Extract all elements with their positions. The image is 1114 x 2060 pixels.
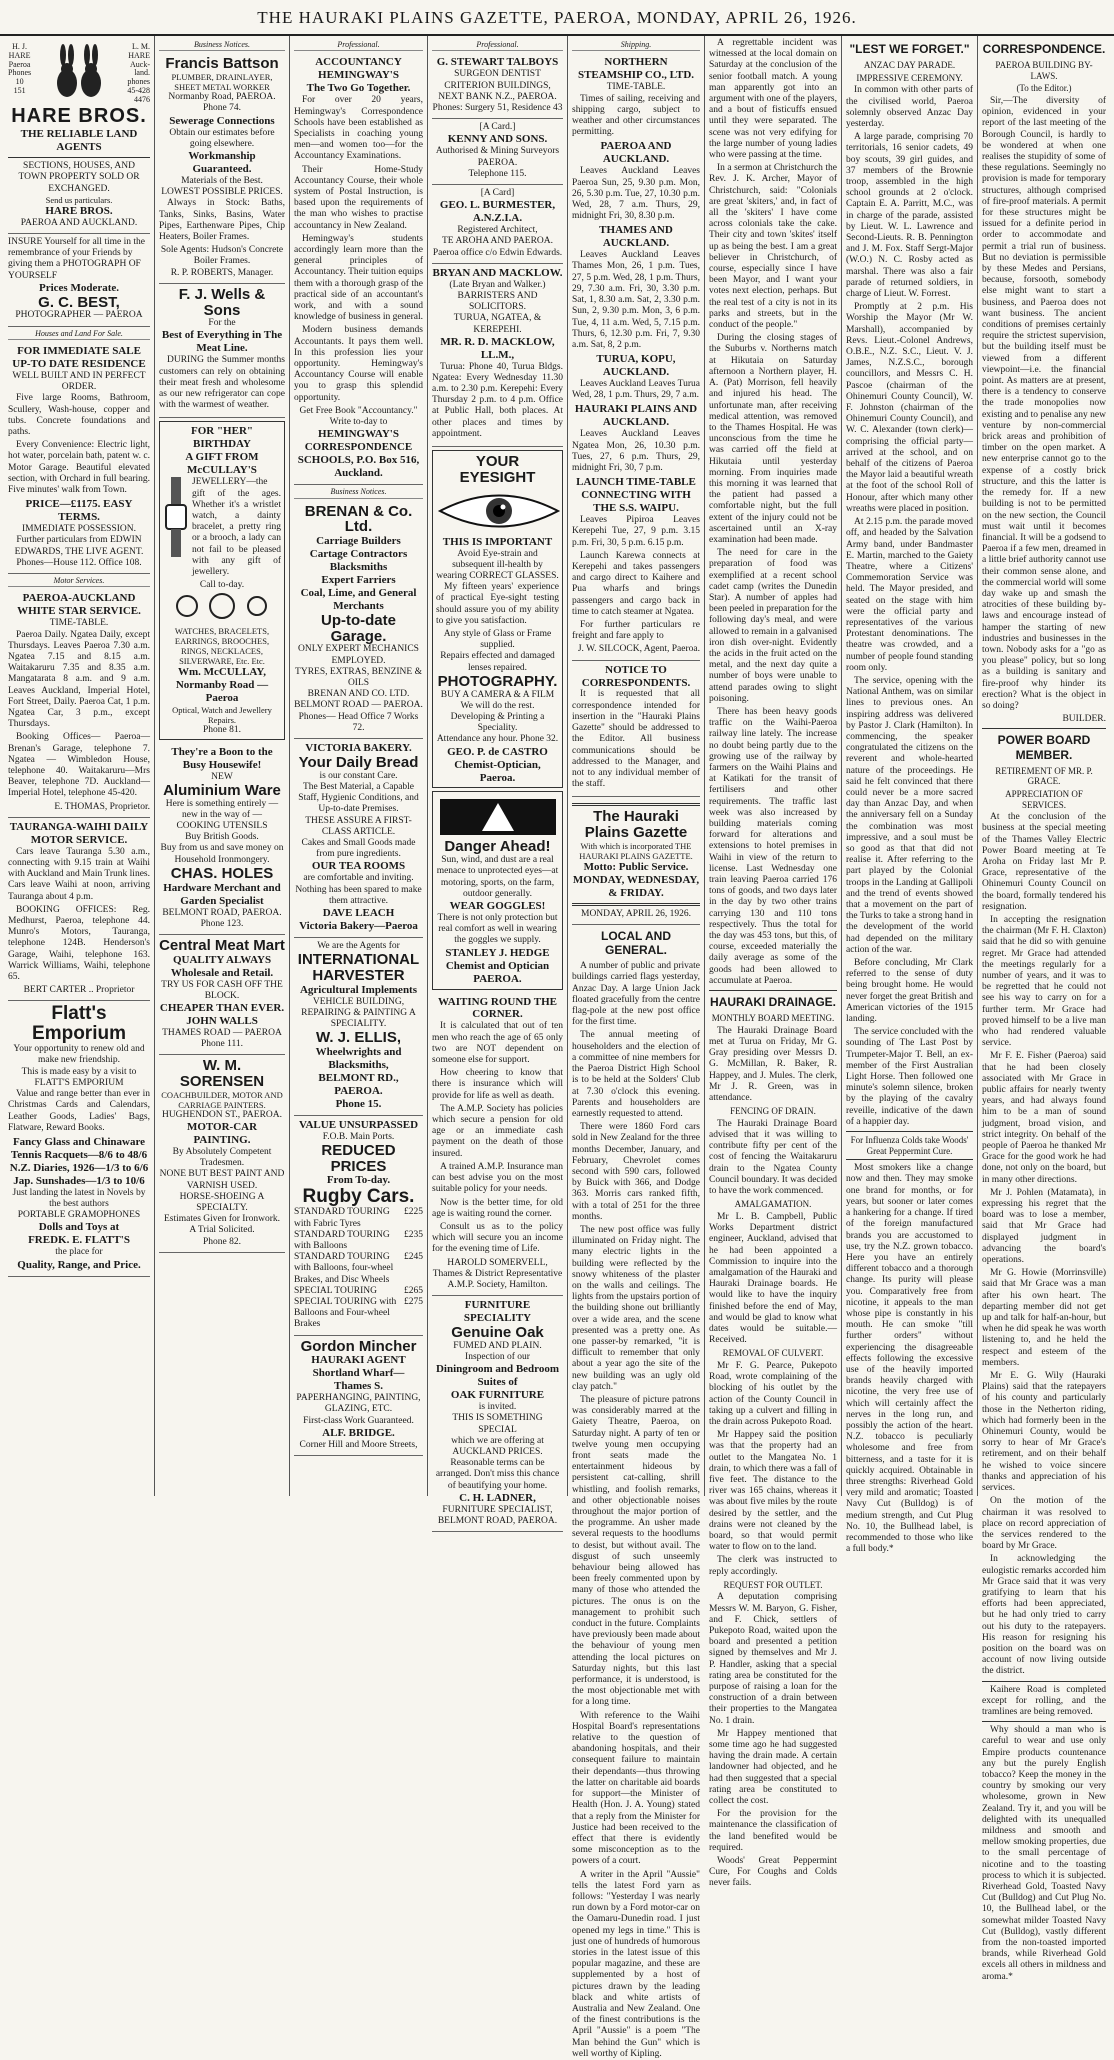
hare-logo-text: HARE BROS. [11,104,147,127]
eye-icon [436,488,562,534]
white-star-service-ad: PAEROA-AUCKLAND WHITE STAR SERVICE. TIME-TABLE. Paeroa Daily. Ngatea Daily, except Thursdays. Leaves Paeroa 7.30 a.m. Ngatea 7.15 and 8.15 a.m. Waitakaruru 7.35 and 8.35 a.m. Mangatarata 8 a.m. and 9 a.m. Leaves Auckland, Imperial Hotel, Fort Street, Daily. Paeroa Cat, 1 p.m. Ngatea Car, 3 p.m., except Thursdays. Booking Offices— Paeroa—Brenan's Garage, telephone 7. Ngatea — Wimbledon House, telephone 40. Waitakaruru—Mrs Beaver, telephone 7D. Auckland—Imperial Hotel, telephone 45-420. E. THOMAS, Proprietor. [8,589,150,817]
letter-signature: BUILDER. [1062,714,1106,725]
hare-left-contacts: H. J. HARE Paeroa Phones 10 151 [8,42,32,95]
anzac-article-body: In common with other parts of the civilised world, Paeroa solemnly observed Anzac Day yesterday. A large parade, comprising 70 territorials, 16 senior cadets, 49 boy scouts, 39 girl guides, and 37 members of the Brownie troop, assembled in the high school grounds at 2 o'clock. Captain E. A. Parritt, M.C., was in charge of the parade, assisted by Lieut. W. L. Lawrence and Second-Lieuts. R. B. Pennington and J. M. Fox. Staff Sergt-Major (W.O.) N. C. Rosby acted as marshal. There was also a fair parade of returned soldiers, in charge of Lieut. W. Forrest. Promptly at 2 p.m. His Worship the Mayor (Mr W. Marshall), accompanied by Revs. Lieut.-Colonel Andrews, O.B.E., N.Z. S.C., Lieut. V. J. James, N.Z.S.C., borough councillors, and Messrs C. H. Pascoe (chairman of the Ohinemuri County Council), W. F. Johnston (chairman of the Ohinemuri County Council), and W. C. Alexander (town clerk)—comprising the official party—arrived at the school, and on behalf of the citizens of Paeroa the Mayor laid a beautiful wreath at the foot of the school Roll of Honour, after which many other wreaths were placed in position. At 2.15 p.m. the parade moved off, and headed by the Salvation Army band, under Bandmaster E. Martin, marched to the Gaiety Theatre, where a Citizens' Commemoration Service was held. The Mayor presided, and seated on the stage with him were the official party and representatives of the various Protestant denominations. The theatre was crowded, and a number of people found standing room only. The service, opening with the National Anthem, was on similar lines to previous ones. An inspiring address was delivered by Pastor J. Clark (Hamilton). In commencing, the speaker congratulated the citizens on the reverent and whole-hearted nature of the proceedings. He said he felt convinced that there could never be a more sacred day than Anzac Day, and when the anniversary fell on a Sunday the combination was most impressive, and a soul must be so good as that that did not realise it. After referring to the part played by the Colonial troops in the Landing at Gallipoli and the trend of events showed that a movement on the part of the Turks to take a strong hand in the development of the world had depended on the military action of the war. Before concluding, Mr Clark referred to the sense of duty being brought home. He would never forget the great British and American victories of the 1915 landing. The service concluded with the sounding of The Last Post by Trumpeter-Major T. Bell, an ex-member of the First Australian Light Horse. Then followed one minute's solemn silence, broken by the playing of the cavalry reveille, indicative of the dawn of a happier day. [846,85,973,1127]
hare-right-contacts: L. M. HARE Auck- land. phones 45-428 4476 [127,42,150,104]
danger-sign-icon [438,797,558,837]
hauraki-drainage-heading: HAURAKI DRAINAGE. [710,995,836,1010]
hedge-goggles-ad: Danger Ahead! Sun, wind, and dust are a real menace to unprotected eyes—at motoring, sports, on the farm, outdoor generally. WEAR GOGGLES! There is not only protection but real comfort as well in wearing the goggles we supply. STANLEY J. HEDGE Chemist and Optician PAEROA. [432,791,563,989]
section-professional: Professional. [294,40,423,51]
price-row: STANDARD TOURING with Balloons, four-wheel Brakes, and Disc Wheels £245 [294,1252,423,1285]
wristwatch-icon [163,477,189,557]
hare-tagline: THE RELIABLE LAND AGENTS [20,128,138,154]
ceremony-subheading: IMPRESSIVE CEREMONY. [856,72,963,83]
ladner-furniture-ad: FURNITURE SPECIALITY Genuine Oak FUMED AND PLAIN. Inspection of our Diningroom and Bedroom Suites of OAK FURNITURE is invited. THIS IS SOMETHING SPECIAL which we are offering at AUCKLAND PRICES. Reasonable terms can be arranged. Don't miss this chance of beautifying your home. C. H. LADNER, FURNITURE SPECIALIST, BELMONT ROAD, PAEROA. [432,1296,563,1532]
lest-we-forget-heading: "LEST WE FORGET." [849,42,970,56]
rugby-cars-ad: VALUE UNSURPASSED F.O.B. Main Ports. REDUCED PRICES From To-day. Rugby Cars. STANDARD TOURING with Fabric Tyres £225 STANDARD TOURING with Balloons £235 STANDARD TOURING with Balloons, four-wheel Brakes, and Disc Wheels £245 SPECIAL TOURING £265 SPECIAL TOURING with Balloons and Four-wheel Brakes £275 [294,1116,423,1336]
column-4 [428,36,568,1526]
building-bylaws-subheading: PAEROA BUILDING BY-LAWS. [995,60,1093,81]
flatts-emporium-ad: Flatt's Emporium Your opportunity to renew old and make new friendship. This is made easy by a visit to FLATT'S EMPORIUM Value and range better than ever in Christmas Cards and Calendars, Leather Goods, Ladies' Bags, Flatware, Reward Books. Fancy Glass and Chinaware Tennis Racquets—8/6 to 48/6 N.Z. Diaries, 1926—1/3 to 6/6 Jap. Sunshades—1/3 to 10/6 Just landing the latest in Novels by the best authors PORTABLE GRAMOPHONES Dolls and Toys at FREDK. E. FLATT'S the place for Quality, Range, and Price. [8,1001,150,1276]
wells-butcher-ad: F. J. Wells & Sons For the Best of Everything in The Meat Line. DURING the Summer months customers can rely on obtaining their meat fresh and wholesome as our new refrigerator can cope with the warmest of weather. [159,284,285,419]
northern-steamship-timetable: NORTHERN STEAMSHIP CO., LTD. TIME-TABLE. Times of sailing, receiving and shipping cargo, subject to weather and other circumstances permitting. PAEROA AND AUCKLAND. Leaves Auckland Leaves Paeroa Sun, 25, 9.30 p.m. Mon, 26, 5.30 p.m. Tue, 27, 10.30 p.m. Wed, 28, 7 a.m. Thurs, 29, midnight Fri, 30, 8.30 p.m. THAMES AND AUCKLAND. Leaves Auckland Leaves Thames Mon, 26, 1 p.m. Tues, 27, 5 p.m. Wed, 28, 1 p.m. Thurs, 29, 7.30 a.m. Fri, 30, 3.30 p.m. Sat, 1, 8.30 a.m. Sat, 2, 3.30 p.m. Sun, 2, 9.30 p.m. Mon, 3, 6 p.m. Tue, 4, 11 a.m. Wed, 5, 7.15 p.m. Thurs, 6, 12.30 p.m. Fri, 7, 9.30 a.m. Sat, 8, 2 p.m. TURUA, KOPU, AUCKLAND. Leaves Auckland Leaves Turua Wed, 28, 1 p.m. Thurs, 29, 7 a.m. HAURAKI PLAINS AND AUCKLAND. Leaves Auckland Leaves Ngatea Mon, 26, 10.30 p.m. Tues, 27, 6 p.m. Thurs, 29, midnight Fri, 30, 7 p.m. LAUNCH TIME-TABLE CONNECTING WITH THE S.S. WAIPU. Leaves Pipiroa Leaves Kerepehi Tue, 27, 9 p.m. 3.15 p.m. Fri, 30, 5 p.m. 6.15 p.m. Launch Karewa connects at Kerepehi and takes passengers and cargo direct to Kaihere and Pua wharfs and brings passengers and cargo back in time to catch steamer at Ngatea. For further particulars re freight and fare apply to J. W. SILCOCK, Agent, Paeroa. [572,53,700,660]
section-professional-2: Professional. [432,40,563,51]
best-photographer-ad: INSURE Yourself for all time in the remembrance of your Friends by giving them a PHOTOGRAPH OF YOURSELF Prices Moderate. G. C. BEST, PHOTOGRAPHER — PAEROA [8,234,150,327]
kenny-surveyors-ad: [A Card.] KENNY AND SONS. Authorised & Mining Surveyors PAEROA. Telephone 115. [432,119,563,185]
bryan-macklow-ad: BRYAN AND MACKLOW. (Late Bryan and Walker.) BARRISTERS AND SOLICITORS. TURUA, NGATEA, & KEREPEHI. MR. R. D. MACKLOW, LL.M., Turua: Phone 40, Turua Bldgs. Ngatea: Every Wednesday 11.30 a.m. to 2.30 p.m. Kerepehi: Every Thursday 2 p.m. to 4 p.m. Office at Public Hall, both places. At other places and times by appointment. [432,264,563,447]
newspaper-page [4,36,1110,2059]
column-7: "LEST WE FORGET." ANZAC DAY PARADE. IMPRESSIVE CEREMONY. In common with other parts of the civilised world, Paeroa solemnly observed Anzac Day yesterday. A large parade, comprising 70 territorials, 16 senior cadets, 49 boy scouts, 39 girl guides, and 37 members of the Brownie troop, assembled in the high school grounds at 2 o'clock. Captain E. A. Parritt, M.C., was in charge of the parade, assisted by Lieut. W. L. Lawrence and Second-Lieuts. R. B. Pennington and J. M. Fox. Staff Sergt-Major (W.O.) N. C. Rosby acted as marshal. There was also a fair parade of returned soldiers, in charge of Lieut. W. Forrest. Promptly at 2 p.m. His Worship the Mayor (Mr W. Marshall), accompanied by Revs. Lieut.-Colonel Andrews, O.B.E., N.Z. S.C., Lieut. V. J. James, N.Z.S.C., borough councillors, and Messrs C. H. Pascoe (chairman of the Ohinemuri County Council), W. F. Johnston (chairman of the Ohinemuri County Council), and W. C. Alexander (town clerk)—comprising the official party—arrived at the school, and on behalf of the citizens of Paeroa the Mayor laid a beautiful wreath at the foot of the school Roll of Honour, after which many other wreaths were placed in position. At 2.15 p.m. the parade moved off, and headed by the Salvation Army band, under Bandmaster E. Martin, marched to the Gaiety Theatre, where a Citizens' Commemoration Service was held. The Mayor presided, and seated on the stage with him were the official party and representatives of the various Protestant denominations. The theatre was crowded, and a number of people found standing room only. The service, opening with the National Anthem, was on similar lines to previous ones. An inspiring address was delivered by Pastor J. Clark (Hamilton). In commencing, the speaker congratulated the citizens on the reverent and whole-hearted nature of the proceedings. He said he felt convinced that there could never be a more sacred day than Anzac Day, and when the anniversary fell on a Sunday the combination was most impressive, and a soul must be so good as that that did not realise it. After referring to the part played by the Colonial troops in the Landing at Gallipoli and the trend of events showed that a movement on the part of the Turks to take a strong hand in the development of the world had depended on the military action of the war. Before concluding, Mr Clark referred to the sense of duty being brought home. He would never forget the great British and American victories of the 1915 landing. The service concluded with the sounding of The Last Post by Trumpeter-Major T. Bell, an ex-member of the First Australian Light Horse. Then followed one minute's solemn silence, broken by the playing of the cavalry reveille, indicative of the dawn of a happier day. For Influenza Colds take Woods' Great Peppermint Cure. Most smokers like a change now and then. They may smoke one brand for months, or for years, but sooner or later comes a hankering for a change. If tired of the foreign manufactured brands you are accustomed to use, try the N.Z. grown tobacco. Here you have an entirely different tobacco and a thorough change. Its purity will please you. Comparatively free from nicotine, it appeals to the man whose pipe is constantly in his mouth. He can smoke "till further orders" without experiencing the disagreeable effects following the excessive use of the heavily imported brands heavily charged with nicotine, the very free use of which will certainly affect the nerves in the long run, and possibly the action of the heart. N.Z. tobacco is peculiarly wholesome and free from bitterness, and a taste for it is quickly acquired. Obtainable in three strengths: Riverhead Gold very mild and aromatic; Toasted Navy Cut (Bulldog) is of medium strength, and Cut Plug No. 10, the Bullhead label, is recommended to those who like a full body.* [842,36,978,1496]
gazette-masthead-block: The Hauraki Plains Gazette With which is incorporated THE HAURAKI PLAINS GAZETTE. Motto: Public Service. MONDAY, WEDNESDAY, & FRIDAY. MONDAY, APRIL 26, 1926. [572,797,700,925]
price-row: SPECIAL TOURING with Balloons and Four-wheel Brakes £275 [294,1296,423,1330]
notice-to-correspondents: NOTICE TO CORRESPONDENTS. It is requested that all correspondence intended for insertion in the "Hauraki Plains Gazette" should be addressed to the Editor. All business communications should be addressed to the Manager, and not to any individual member of the staff. [572,661,700,798]
section-shipping: Shipping. [572,40,700,51]
correspondence-heading: CORRESPONDENCE. [982,42,1106,56]
tauranga-waihi-service-ad: TAURANGA-WAIHI DAILY MOTOR SERVICE. Cars leave Tauranga 5.30 a.m., connecting with 9.15 train at Waihi with Auckland and Main Trunk lines. Cars leave Waihi at noon, arriving Tauranga about 4 p.m. BOOKING OFFICES: Reg. Medhurst, Paeroa, telephone 44. Munro's Motors, Tauranga, telephone 124B. Henderson's Garage, Waihi, telephone 163. Warrick Williams, Waihi, telephone 65. BERT CARTER .. Proprietor [8,818,150,1002]
de-castro-eyesight-ad: YOUR EYESIGHT THIS IS IMPORTANT Avoid Eye-strain and subsequent ill-health by wearing CORRECT GLASSES. My fifteen years' experience of practical Eye-sight testing should assure you of my ability to give you satisfaction. Any style of Glass or Frame supplied. Repairs effected and damaged lenses repaired. PHOTOGRAPHY. BUY A CAMERA & A FILM We will do the rest. Developing & Printing a Speciality. Attendance any hour. Phone 32. GEO. P. de CASTRO Chemist-Optician, Paeroa. [432,450,563,788]
column-6: A regrettable incident was witnessed at the local domain on Saturday at the conclusion of the senior football match. A young man apparently got into an argument with one of the players, and a bout of fisticuffs ensued until they were separated. The scene was not very edifying for the large number of young ladies who were passing at the time. In a sermon at Christchurch the Rev. J. K. Archer, Mayor of Christchurch, said: "Colonials are great 'skiters,' and, in fact of all the 'skiters' I have come across colonials take the cake. Their city and town 'skites' itself up as being the best. I am a great believer in Christchurch, of course, especially since I have been Mayor, and I want your votes next election, perhaps. But the real test of a city is not in its parks and streets, but in the conduct of the people." During the closing stages of the Suburbs v. Northerns match at Hikutaia on Saturday afternoon a Northern player, H. A. (Pat) Morrison, fell heavily and injured his head. The unfortunate man, after receiving medical attention, was removed to the Thames Hospital. He was unconscious from the time he was carried off the field at Hikutaia until yesterday morning. From inquiries made this morning it was learned that the patient had passed a comfortable night, but the full extent of the injury could not be ascertained until an X-ray examination had been made. The need for care in the preparation of food was exemplified at a recent school cadet camp (writes the Dunedin Star). A number of apples had been peeled in preparation for the following day's meal, and were allowed to remain in a galvanised iron dish over-night. Evidently the acids in the fruit acted on the metal, and the next day quite a number of boys were unable to attend parades owing to slight poisoning. There has been heavy goods traffic on the Waihi-Paeroa railway line lately. The increase no doubt being partly due to the growing use of the railway by farmers on the Waihi Plains and at Katikati for the transit of fertilisers and other requirements. The traffic last week was also increased by building materials coming forward for alterations and extensions to hotel premises in Waihi in view of the return to license. Last Wednesday one train leaving Paeroa carried 176 tons of goods, and two days later in the day by two other trains carrying 130 and 110 tons respectively. Thus the total for the day was 453 tons, but this, of course, exceeded materially the daily average as some of the goods had been allowed to accumulate at Paeroa. HAURAKI DRAINAGE. MONTHLY BOARD MEETING. The Hauraki Drainage Board met at Turua on Friday, Mr G. Gray presiding over Messrs D. G. McMillan, R. Baker, R. Happey, and J. Mules. The clerk, Mr J. R. Green, was in attendance. FENCING OF DRAIN. The Hauraki Drainage Board advised that it was willing to contribute fifty per cent of the cost of fencing the Waitakaruru drain to the Ngatea County Council boundary. It was decided to have the work commenced. AMALGAMATION. Mr L. B. Campbell, Public Works Department district engineer, Auckland, advised that he had been appointed a Commission to inquire into the amalgamation of the Hauraki and Hauraki Drainage boards. He would like to have the inquiry finished before the end of May, and would be glad to know what dates would be suitable.—Received. REMOVAL OF CULVERT. Mr F. G. Pearce, Pukepoto Road, wrote complaining of the blocking of his outlet by the action of the County Council in taking up a culvert and filling in the drain across Pukepoto Road. Mr Happey said the position was that the property had an outlet to the Mangatea No. 1 drain, to which there was a fall of five feet. The distance to the river was 165 chains, whereas it was about five miles by the route desired by the settler, and the drains were not cleaned by the board, so that would permit water to flow on to the land. The clerk was instructed to reply accordingly. REQUEST FOR OUTLET. A deputation comprising Messrs W. M. Baryon, G. Fisher, and F. Chick, settlers of Pukepoto Road, waited upon the board and presented a petition signed by themselves and Mr J. P. Handler, asking that a special rating area be constituted for the purpose of raising a loan for the construction of a drain between their properties to the Mangatea No. 1 drain. Mr Happey mentioned that some time ago he had suggested having the drain made. A certain landowner had objected, and he had then suggested that a special rating area be constituted to collect the cost. For the provision for the maintenance the classification of the land benefited would be required. Woods' Great Peppermint Cure, For Coughs and Colds never fails. [705,36,842,1496]
power-board-article-body: At the conclusion of the business at the special meeting of the Thames Valley Electric Power Board meeting at Te Aroha on Friday last Mr P. Grace, representative of the Ohinemuri County Council on the board, formally tendered his resignation. In accepting the resignation the chairman (Mr F. H. Claxton) said that he did so with genuine regret. Mr Grace had attended the meetings regularly for a number of years, and it was to be regretted that he could not see his way to carry on for a further term. Mr Grace had proved himself to be a live man who had rendered valuable service. Mr F. E. Fisher (Paeroa) said that he had been closely associated with Mr Grace in public affairs for nearly twenty years, and had always found him to be a man of sound judgment, broad vision, and strict integrity. On behalf of the people of Paeroa he thanked Mr Grace for the good work he had done, not only on the board, but in many other directions. Mr J. Pohlen (Matamata), in expressing his regret that the board was to lose a member, said that Mr Grace had displayed judgment in advancing the board's operations. Mr G. Howie (Morrinsville) said that Mr Grace was a man after his own heart. The departing member did not get up and talk for half-an-hour, but when he did speak he was worth listening to, and he held the respect and esteem of the members. Mr E. G. Wily (Hauraki Plains) said that the ratepayers of his county and particularly those in the Netherton riding, which had formerly been in the Ohinemuri County, would be sorry to hear of Mr Grace's retirement, and on their behalf he wished to voice sincere thanks and appreciation of his services. On the motion of the chairman it was resolved to place on record appreciation of the services rendered to the board by Mr Grace. In acknowledging the eulogistic remarks accorded him Mr Grace said that it was very gratifying to learn that his efforts had been appreciated, but he had only tried to carry out his duty to the ratepayers. His reason for resigning his position on the board was on account of now living outside the district. [982,812,1106,1677]
residence-sale-ad: FOR IMMEDIATE SALE UP-TO DATE RESIDENCE WELL BUILT AND IN PERFECT ORDER. Five large Rooms, Bathroom, Scullery, Wash-house, copper and tubs. Concrete foundations and paths. Every Convenience: Electric light, hot water, porcelain bath, patent w. c. Motor Garage. Beautiful elevated section, with Orchard in full bearing. Five minutes' walk from Town. PRICE—£1175. EASY TERMS. IMMEDIATE POSSESSION. Further particulars from EDWIN EDWARDS, THE LIVE AGENT. Phones—House 112. Office 108. [8,342,150,574]
central-meat-mart-ad: Central Meat Mart QUALITY ALWAYS Wholesale and Retail. TRY US FOR CASH OFF THE BLOCK. CHEAPER THAN EVER. JOHN WALLS THAMES ROAD — PAEROA Phone 111. [159,935,285,1055]
hare-line-1: SECTIONS, HOUSES, AND TOWN PROPERTY SOLD OR EXCHANGED. [18,161,140,194]
jewellery-illustration-icon [167,591,277,621]
newspaper-masthead [0,0,1114,36]
mccullay-jewellery-ad: FOR "HER" BIRTHDAY A GIFT FROM McCULLAY'S JEWELLERY—the gift of the ages. Whether it's a wristlet watch, a dainty bracelet, a pretty ring or a brooch, a lady can not fail to be pleased with any gift of jewellery. Call to-day. WATCHES, BRACELETS, EARRINGS, BROOCHES, RINGS, NECKLACES, SILVERWARE, Etc. Etc. Wm. McCULLAY, Normanby Road — Paeroa Optical, Watch and Jewellery Repairs. Phone 81. [159,421,285,739]
ellis-wheelwrights-ad: We are the Agents for INTERNATIONAL HARVESTER Agricultural Implements VEHICLE BUILDING, REPAIRING & PAINTING A SPECIALITY. W. J. ELLIS, Wheelwrights and Blacksmiths, BELMONT RD., PAEROA. Phone 15. [294,938,423,1116]
price-row: SPECIAL TOURING £265 [294,1285,423,1296]
column-1 [4,36,155,1496]
victoria-bakery-ad: VICTORIA BAKERY. Your Daily Bread is our constant Care. The Best Material, a Capable Staff, Hygienic Conditions, and Up-to-date Premises. THESE ASSURE A FIRST-CLASS ARTICLE. Cakes and Small Goods made from pure ingredients. OUR TEA ROOMS are comfortable and inviting. Nothing has been spared to make them attractive. DAVE LEACH Victoria Bakery—Paeroa [294,739,423,938]
price-row: STANDARD TOURING with Fabric Tyres £225 [294,1207,423,1229]
gordon-mincher-ad: Gordon Mincher HAURAKI AGENT Shortland Wharf—Thames S. PAPERHANGING, PAINTING, GLAZING, ETC. First-class Work Guaranteed. ALF. BRIDGE. Corner Hill and Moore Streets, [294,1336,423,1456]
sorensen-coachbuilder-ad: W. M. SORENSEN COACHBUILDER, MOTOR AND CARRIAGE PAINTERS. HUGHENDON ST., PAEROA. MOTOR-CAR PAINTING. By Absolutely Competent Tradesmen. NONE BUT BEST PAINT AND VARNISH USED. HORSE-SHOEING A SPECIALTY. Estimates Given for Ironwork. A Trial Solicited. Phone 82. [159,1055,285,1253]
column-2 [155,36,290,1496]
column-5 [568,36,705,2059]
hare-address: PAEROA AND AUCKLAND. [20,217,138,228]
local-general-heading: LOCAL AND GENERAL. [601,928,671,958]
burmester-architect-ad: [A Card] GEO. L. BURMESTER, A.N.Z.I.A. Registered Architect, TE AROHA AND PAEROA. Paeroa office c/o Edwin Edwards. [432,185,563,264]
anzac-parade-subheading: ANZAC DAY PARADE. [863,60,956,71]
hare-line-2: Send us particulars. [45,194,113,205]
hare-name: HARE BROS. [45,204,113,217]
bylaws-letter: Sir,—The diversity of opinion, evidenced in your report of the last meeting of the Borough Council, is hardly to be wondered at when one realises the stupidity of some of these regulations. Seemingly no provision is made for temporary structures, although comprised of fire-proof materials. A permit for these structures might be issued for a definite period in order to accommodate and permit a trial run of business. But no deviation is permissible by these Medes and Persians, because, forsooth, somebody else might want to start a business, and Paeroa does not want business. The ancient conditions of premises certainly require the strictest supervision, but the building itself must be viewed from a different viewpoint—i.e. the financial point. As matters are at present, there is a tendency to conserve the trade monopolies now existing and to penalise any new venture by non-commercial brick areas and prohibition of timber on the open market. A new enterprise cannot go to the expense of a costly brick structure, and this the latter is the remedy for. If a new building is not to be permitted on the new section, the Council must wait until it becomes financial. It will be a godsend to Paeroa if a few men, dreamed in a little brief authority cannot use their common sense alone, and the commercial world will some day wake up and smash the atrocities of these building by-laws and encourage instead of hamper the starting of new industries and businesses in the town. Nobody asks for a "go as you please" policy, but so long as a building is sanitary and fire-proof why hinder its erection? What is the object in so doing? [982,95,1106,711]
brenan-co-ad: BRENAN & Co. Ltd. Carriage Builders Cartage Contractors Blacksmiths Expert Farriers Coal, Lime, and General Merchants Up-to-date Garage. ONLY EXPERT MECHANICS EMPLOYED. TYRES, EXTRAS, BENZINE & OILS BRENAN AND CO. LTD. BELMONT ROAD — PAEROA. Phones— Head Office 7 Works 72. [294,501,423,739]
battson-plumber-ad: Francis Battson PLUMBER, DRAINLAYER, SHEET METAL WORKER Normanby Road, PAEROA. Phone 74. Sewerage Connections Obtain our estimates before going elsewhere. Workmanship Guaranteed. Materials of the Best. LOWEST POSSIBLE PRICES. Always in Stock: Baths, Tanks, Sinks, Basins, Water Pipes, Earthenware Pipes, Chip Heaters, Boiler Frames. Sole Agents: Hudson's Concrete Boiler Frames. R. P. ROBERTS, Manager. [159,53,285,283]
section-motor-services: Motor Services. [8,576,150,587]
hare-bros-ad [8,38,150,234]
column-8: CORRESPONDENCE. PAEROA BUILDING BY-LAWS. (To the Editor.) Sir,—The diversity of opinion, evidenced in your report of the last meeting of the Borough Council, is hardly to be wondered at when one realises the stupidity of some of these regulations. Seemingly no provision is made for temporary structures, although comprised of fire-proof materials. A permit for these structures might be issued for a definite period in order to accommodate and permit a trial run of business. But no deviation is permissible by these Medes and Persians, because, forsooth, somebody else might want to start a business, and Paeroa does not want business. The ancient conditions of premises certainly require the strictest supervision, but the building itself must be viewed from a different viewpoint—i.e. the financial point. As matters are at present, there is a tendency to conserve the trade monopolies now existing and to penalise any new venture by non-commercial brick areas and prohibition of timber on the open market. A new enterprise cannot go to the expense of a costly brick structure, and this the latter is the remedy for. If a new building is not to be permitted on the new section, the Council must wait until it becomes financial. It will be a godsend to Paeroa if a few men, dreamed in a little brief authority cannot use their common sense alone, and the commercial world will some day wake up and smash the atrocities of these building by-laws and encourage instead of hamper the starting of new industries and businesses in the town. Nobody asks for a "go as you please" policy, but so long as a building is sanitary and fire-proof why hinder its erection? What is the object in so doing? BUILDER. POWER BOARD MEMBER. RETIREMENT OF MR. P. GRACE. APPRECIATION OF SERVICES. At the conclusion of the business at the special meeting of the Thames Valley Electric Power Board meeting at Te Aroha on Friday last Mr P. Grace, representative of the Ohinemuri County Council on the board, formally tendered his resignation. In accepting the resignation the chairman (Mr F. H. Claxton) said that he did so with genuine regret. Mr Grace had attended the meetings regularly for a number of years, and it was to be regretted that he could not see his way to carry on for a further term. Mr Grace had proved himself to be a live man who had rendered valuable service. Mr F. E. Fisher (Paeroa) said that he had been closely associated with Mr Grace in public affairs for nearly twenty years, and had always found him to be a man of sound judgment, broad vision, and strict integrity. On behalf of the people of Paeroa he thanked Mr Grace for the good work he had done, not only on the board, but in many other directions. Mr J. Pohlen (Matamata), in expressing his regret that the board was to lose a member, said that Mr Grace had displayed judgment in advancing the board's operations. Mr G. Howie (Morrinsville) said that Mr Grace was a man after his own heart. The departing member did not get up and talk for half-an-hour, but when he did speak he was worth listening to, and he held the respect and esteem of the members. Mr E. G. Wily (Hauraki Plains) said that the ratepayers of his county and particularly those in the Netherton riding, which had formerly been in the Ohinemuri County, would be sorry to hear of Mr Grace's retirement, and on their behalf he wished to voice sincere thanks and appreciation of his services. On the motion of the chairman it was resolved to place on record appreciation of the services rendered to the board by Mr Grace. In acknowledging the eulogistic remarks accorded him Mr Grace said that it was very gratifying to learn that his efforts had been appreciated, but he had only tried to carry out his duty to the ratepayers. His reason for resigning his position on the board was on account of now living outside the district. Kaihere Road is completed except for rolling, and the tramlines are being removed. Why should a man who is careful to wear and use only Empire products countenance any but the purely English tobacco? Keep the money in the country by smoking our very wholesome, grown in New Zealand. Try it, and you will be delighted with its unequalled mildness and smooth and mellow smoking properties, due to the small percentage of nicotine and to the toasting process to which it is subjected. Riverhead Gold, Toasted Navy Cut (Bulldog) and Cut Plug No. 10, the Bullhead label, or the somewhat milder Toasted Navy Cut (Bulldog), vastly different from the non-toasted imported brands, while Riverhead Gold excels all others in mildness and aroma.* [982,42,1106,1982]
column-3 [290,36,428,1496]
section-business-notices: Business Notices. [159,40,285,51]
power-board-heading: POWER BOARD MEMBER. [997,733,1091,762]
price-row: STANDARD TOURING with Balloons £235 [294,1229,423,1251]
local-general-continued: A regrettable incident was witnessed at the local domain on Saturday at the conclusion of the senior football match. A young man apparently got into an argument with one of the players, and a bout of fisticuffs ensued until they were separated. The scene was not very edifying for the large number of young ladies who were passing at the time. In a sermon at Christchurch the Rev. J. K. Archer, Mayor of Christchurch, said: "Colonials are great 'skiters,' and, in fact of all the 'skiters' I have come across colonials take the cake. Their city and town 'skites' itself up as being the best. I am a great believer in Christchurch, of course, especially since I have been Mayor, and I want your votes next election, perhaps. But the real test of a city is not in its parks and streets, but in the conduct of the people." During the closing stages of the Suburbs v. Northerns match at Hikutaia on Saturday afternoon a Northern player, H. A. (Pat) Morrison, fell heavily and injured his head. The unfortunate man, after receiving medical attention, was removed to the Thames Hospital. He was unconscious from the time he was carried off the field at Hikutaia until yesterday morning. From inquiries made this morning it was learned that the patient had passed a comfortable night, but the full extent of the injury could not be ascertained until an X-ray examination had been made. The need for care in the preparation of food was exemplified at a recent school cadet camp (writes the Dunedin Star). A number of apples had been peeled in preparation for the following day's meal, and were allowed to remain in a galvanised iron dish over-night. Evidently the acids in the fruit acted on the metal, and the next day quite a number of boys were unable to attend parades owing to slight poisoning. There has been heavy goods traffic on the Waihi-Paeroa railway line lately. The increase no doubt being partly due to the growing use of the railway by farmers on the Waihi Plains and at Katikati for the transit of fertilisers and other requirements. The traffic last week was also increased by building materials coming forward for alterations and extensions to hotel premises in Waihi in view of the return to license. Last Wednesday one train leaving Paeroa carried 176 tons of goods, and two days later in the day by two other trains carrying 130 and 110 tons respectively. Thus the total for the day was 453 tons, but this, of course, exceeded materially the daily average as some of the goods had been allowed to accumulate at Paeroa. [709,38,837,986]
amp-society-ad: WAITING ROUND THE CORNER. It is calculated that out of ten men who reach the age of 65 only two are NOT dependent on someone else for support. How cheering to know that there is insurance which will provide for life as well as death. The A.M.P. Society has policies which secure a pension for old age or an immediate cash payment on the death of those insured. A trained A.M.P. Insurance man can best advise you on the most suitable policy for your needs. Now is the better time, for old age is waiting round the corner. Consult us as to the policy which will secure you an income for the evening time of Life. HAROLD SOMERVELL, Thames & District Representative A.M.P. Society, Hamilton. [432,993,563,1297]
section-business-notices-2: Business Notices. [294,487,423,498]
section-houses-land: Houses and Land For Sale. [8,329,150,340]
aluminium-ware-ad: They're a Boon to the Busy Housewife! NEW Aluminium Ware Here is something entirely — new in the way of — COOKING UTENSILS Buy British Goods. Buy from us and save money on Household Ironmongery. CHAS. HOLES Hardware Merchant and Garden Specialist BELMONT ROAD, PAEROA. Phone 123. [159,743,285,935]
masthead-title: THE HAURAKI PLAINS GAZETTE, PAEROA, MONDAY, APRIL 26, 1926. [257,8,857,27]
hemingways-accountancy-ad: ACCOUNTANCY HEMINGWAY'S The Two Go Together. For over 20 years, Hemingway's Correspondence Schools have been established as Specialists in coaching young men—and women too—for the Accountancy Examinations. Their Home-Study Accountancy Course, their whole system of Postal Instruction, is based upon the requirements of the man who wishes to practise accountancy in New Zealand. Hemingway's students accordingly learn more than the general principles of Accountancy. Their tuition equips them with a thorough grasp of the practical side of an accountant's work, and with a sound knowledge of business in general. Modern business demands Accountants. It pays them well. In this profession lies your opportunity. Hemingway's Accountancy Course will enable you to grasp this splendid opportunity. Get Free Book "Accountancy." Write to-day to HEMINGWAY'S CORRESPONDENCE SCHOOLS, P.O. Box 516, Auckland. [294,53,423,485]
local-general-body: A number of public and private buildings carried flags yesterday, Anzac Day. A large Union Jack floated gracefully from the centre flag-pole at the new post office for the first time. The annual meeting of householders and the election of a committee of nine members for the Paeroa District High School is to be held at the Solders' Club at 7.30 o'clock this evening. Parents and householders are earnestly requested to attend. There were 1860 Ford cars sold in New Zealand for the three months December, January, and February, Chevrolet comes second with 590 cars, followed by Buick with 366, and Dodge 363. Morris cars ranked fifth, with a total of 251 for the three months. The new post office was fully illuminated on Friday night. The many electric lights in the building were reflected by the snowy whiteness of the plaster on the walls and ceilings. The lights from the upstairs portion of the building shone out brilliantly over a wide area, and the scene presented was a pretty one. As one passer-by remarked, "it is difficult to remember that only about a year ago the site of the new building was an ugly old clay patch." The pleasure of picture patrons was considerably marred at the Gaiety Theatre, Paeroa, on Saturday night. A party of ten or twelve young men occupying front seats made the entertainment hideous by persistent cat-calling, shrill whistling, and foolish remarks, and other objectionable noises throughout the major portion of the programme. An usher made several requests to the hoodlums to desist, but without avail. The disgust of such unseemly behaviour being allowed has been freely commented upon by many of those who attended the pictures. The onus is on the management to prohibit such conduct in the future. Complaints have previously been made about the behaviour of young men attending the local pictures on Saturday nights, but this last performance, it is understood, is the most objectionable met with for a long time. With reference to the Waihi Hospital Board's representations relative to the question of abandoning hospitals, and their consequent failure to maintain their dependants—thus throwing the latter on charitable aid boards for support—the Minister of Health (Hon. J. A. Young) stated that a reply from the Minister for Justice had been received to the effect that there is evidently some misconception as to the powers of a court. A writer in the April "Aussie" tells the latest Ford yarn as follows: "Yesterday I was nearly run down by a Ford motor-car on the Oamaru-Dunedin road. I just opened my legs in time." This is just one of hundreds of humorous stories in the latest issue of this popular magazine, and these are supplemented by a host of pictures drawn by the leading black and white artists of Australia and New Zealand. One of the finest contributions is the April "Aussie" is a poem "The Man behind the Gun" which is well worthy of Kipling. [572,961,700,2059]
talboys-dentist-ad: G. STEWART TALBOYS SURGEON DENTIST CRITERION BUILDINGS, NEXT BANK N.Z., PAEROA. Phones: Surgery 51, Residence 43 [432,53,563,119]
rabbits-icon [49,43,109,101]
